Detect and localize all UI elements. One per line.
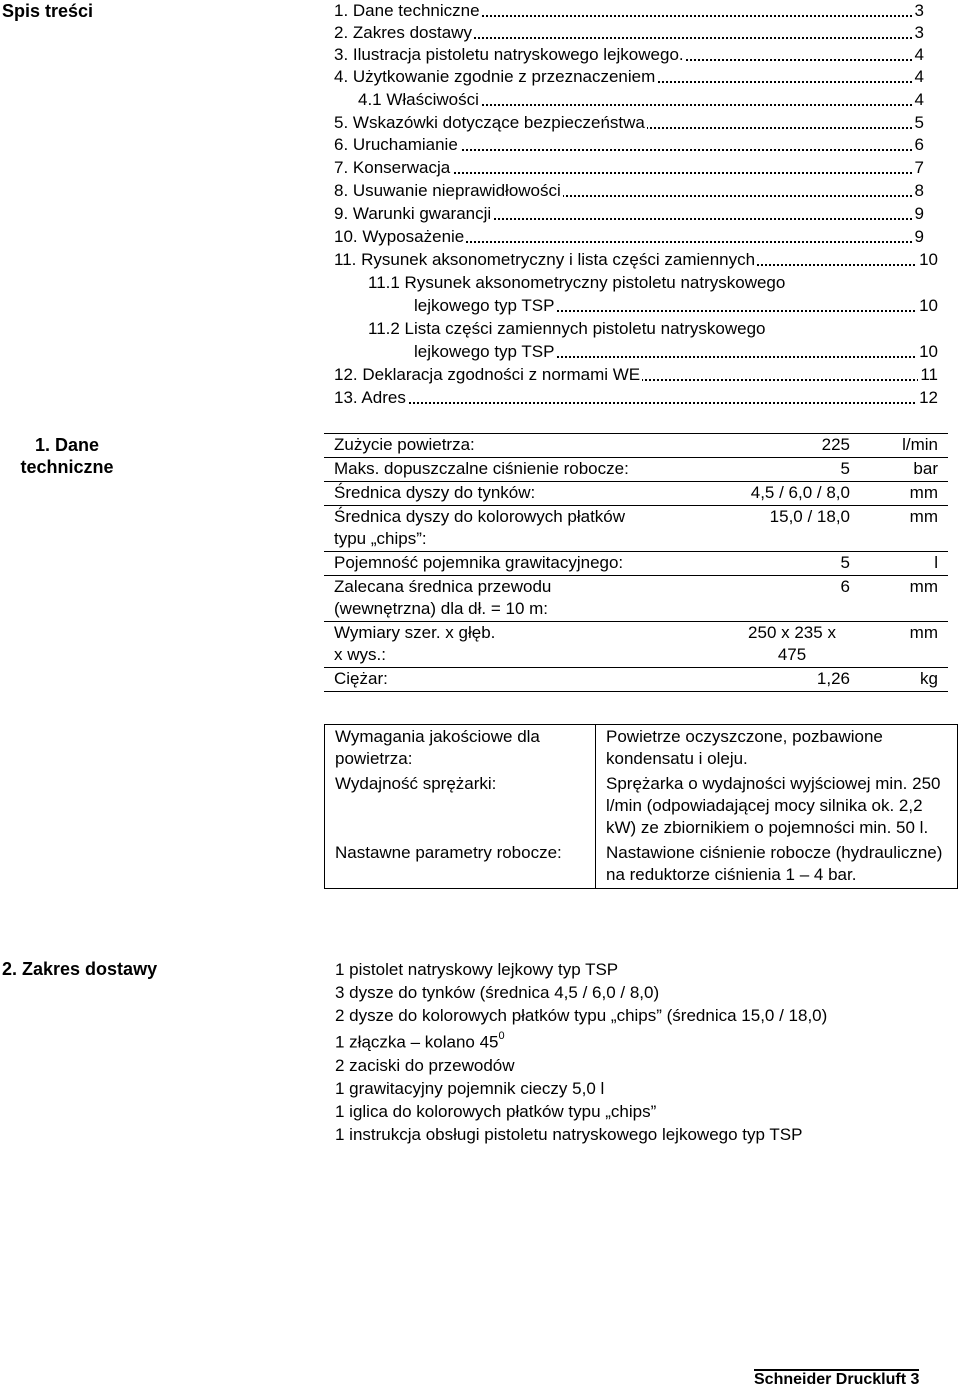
spec-unit: kg xyxy=(854,668,948,692)
quality-value: Powietrze oczyszczone, pozbawione kondensatu i oleju. xyxy=(606,727,883,768)
toc-entry-12[interactable]: 12. Deklaracja zgodności z normami WE 11 xyxy=(334,365,938,384)
toc-entry-11-1-cont[interactable]: lejkowego typ TSP 10 xyxy=(414,296,938,315)
spec-label: Maks. dopuszczalne ciśnienie robocze: xyxy=(324,458,704,482)
spec-unit: l/min xyxy=(854,434,948,458)
table-row xyxy=(324,622,948,668)
table-row xyxy=(325,841,958,889)
toc-entry-7[interactable]: 7. Konserwacja 7 xyxy=(334,158,924,177)
list-item: 2 dysze do kolorowych płatków typu „chips” (średnica 15,0 / 18,0) xyxy=(335,1006,828,1025)
toc-entry-8[interactable]: 8. Usuwanie nieprawidłowości 8 xyxy=(334,181,924,200)
toc-entry-11-2-cont[interactable]: lejkowego typ TSP 10 xyxy=(414,342,938,361)
toc-entry-11[interactable]: 11. Rysunek aksonometryczny i lista części zamiennych 10 xyxy=(334,250,938,269)
table-row xyxy=(324,506,948,552)
table-row xyxy=(324,482,948,506)
spec-value: 5 xyxy=(704,552,854,576)
spec-unit: l xyxy=(854,552,948,576)
list-item: 2 zaciski do przewodów xyxy=(335,1055,515,1075)
table-row xyxy=(324,576,948,622)
spec-label: Średnica dyszy do tynków: xyxy=(324,482,704,506)
quality-label: Wydajność sprężarki: xyxy=(325,772,596,841)
quality-value: Sprężarka o wydajności wyjściowej min. 250 l/min (odpowiadającej mocy silnika ok. 2,2 kW) ze zbiornikiem o pojemności min. 50 l. xyxy=(606,774,941,837)
delivery-heading: 2. Zakres dostawy xyxy=(2,959,158,979)
toc-entry-13[interactable]: 13. Adres 12 xyxy=(334,388,938,407)
spec-unit: mm xyxy=(854,576,948,622)
spec-unit: mm xyxy=(854,506,948,552)
toc-entry-11-1[interactable]: 11.1 Rysunek aksonometryczny pistoletu natryskowego xyxy=(368,273,786,292)
toc-entry-11-2[interactable]: 11.2 Lista części zamiennych pistoletu natryskowego xyxy=(368,319,766,338)
toc-entry-2[interactable]: 2. Zakres dostawy 3 xyxy=(334,23,924,42)
toc-entry-6[interactable]: 6. Uruchamianie 6 xyxy=(334,135,924,154)
spec-value: 225 xyxy=(704,434,854,458)
toc-entry-4[interactable]: 4. Użytkowanie zgodnie z przeznaczeniem 4 xyxy=(334,67,924,86)
quality-label: Nastawne parametry robocze: xyxy=(325,841,596,889)
spec-value: 4,5 / 6,0 / 8,0 xyxy=(704,482,854,506)
list-item: 1 pistolet natryskowy lejkowy typ TSP xyxy=(335,960,619,979)
air-quality-table xyxy=(324,724,958,889)
toc-entry-4-1[interactable]: 4.1 Właściwości 4 xyxy=(358,90,924,109)
list-item: 1 instrukcja obsługi pistoletu natryskowego lejkowego typ TSP xyxy=(335,1124,803,1144)
spec-label: Wymiary szer. x głęb. x wys.: xyxy=(324,622,704,668)
table-row xyxy=(324,552,948,576)
delivery-list xyxy=(335,958,827,1146)
list-item xyxy=(335,1027,827,1054)
list-item: 1 iglica do kolorowych płatków typu „chips” xyxy=(335,1101,657,1121)
spec-value: 5 xyxy=(704,458,854,482)
table-row xyxy=(324,434,948,458)
degree-superscript: 0 xyxy=(498,1030,505,1042)
spec-value: 250 x 235 x 475 xyxy=(704,622,854,668)
spec-label: Ciężar: xyxy=(324,668,704,692)
spec-value: 15,0 / 18,0 xyxy=(704,506,854,552)
spec-label: Zalecana średnica przewodu (wewnętrzna) dla dł. = 10 m: xyxy=(324,576,704,622)
spec-label: Pojemność pojemnika grawitacyjnego: xyxy=(324,552,704,576)
spec-unit: mm xyxy=(854,622,948,668)
toc-entry-1[interactable]: 1. Dane techniczne 3 xyxy=(334,1,924,20)
quality-value: Nastawione ciśnienie robocze (hydrauliczne) na reduktorze ciśnienia 1 – 4 bar. xyxy=(606,843,943,884)
toc-entry-3[interactable]: 3. Ilustracja pistoletu natryskowego lejkowego. 4 xyxy=(334,45,924,64)
spec-unit: bar xyxy=(854,458,948,482)
spec-value: 6 xyxy=(704,576,854,622)
tech-spec-table xyxy=(324,433,948,692)
table-row xyxy=(325,725,958,773)
page-footer: Schneider Druckluft 3 xyxy=(754,1371,920,1388)
toc-entry-9[interactable]: 9. Warunki gwarancji 9 xyxy=(334,204,924,223)
spec-label: Średnica dyszy do kolorowych płatków typu „chips”: xyxy=(324,506,704,552)
spec-unit: mm xyxy=(854,482,948,506)
spec-value: 1,26 xyxy=(704,668,854,692)
toc-entry-5[interactable]: 5. Wskazówki dotyczące bezpieczeństwa 5 xyxy=(334,113,924,132)
table-row xyxy=(324,458,948,482)
toc-heading: Spis treści xyxy=(2,1,94,21)
tech-heading: 1. Dane techniczne xyxy=(20,435,114,477)
list-item-text: 1 złączka – kolano 45 xyxy=(335,1032,499,1052)
list-item: 3 dysze do tynków (średnica 4,5 / 6,0 / 8,0) xyxy=(335,983,660,1002)
table-row xyxy=(324,668,948,692)
toc-entry-10[interactable]: 10. Wyposażenie 9 xyxy=(334,227,924,246)
quality-label: Wymagania jakościowe dla powietrza: xyxy=(325,725,596,773)
spec-label: Zużycie powietrza: xyxy=(324,434,704,458)
table-row xyxy=(325,772,958,841)
list-item: 1 grawitacyjny pojemnik cieczy 5,0 l xyxy=(335,1078,605,1098)
